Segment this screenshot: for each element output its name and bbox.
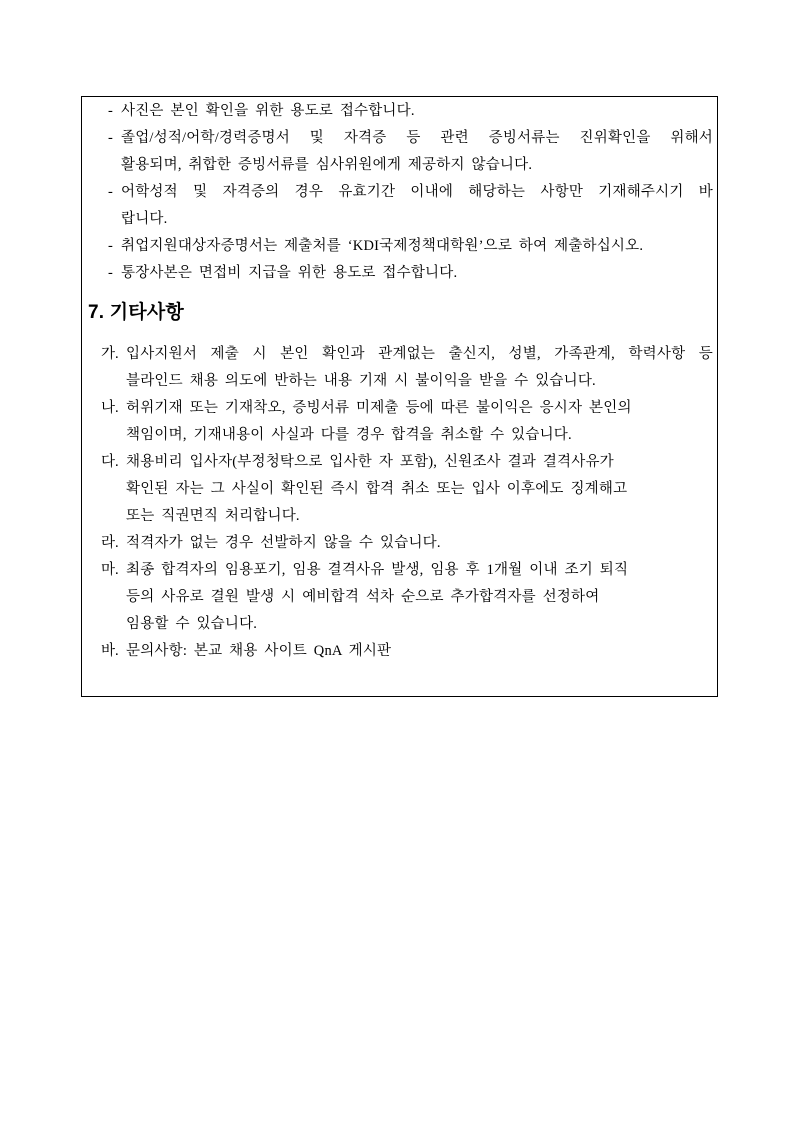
text-line: 책임이며, 기재내용이 사실과 다를 경우 합격을 취소할 수 있습니다. — [126, 427, 572, 443]
list-item-marker: - — [108, 238, 113, 254]
list-item — [82, 179, 713, 233]
list-item-marker: 나. — [101, 400, 119, 416]
text-line: 활용되며, 취합한 증빙서류를 심사위원에게 제공하지 않습니다. — [121, 157, 533, 173]
etc-items-list — [82, 341, 713, 665]
list-item-marker: 다. — [101, 454, 119, 470]
text-line: 통장사본은 면접비 지급을 위한 용도로 접수합니다. — [121, 265, 458, 281]
list-item-text — [126, 449, 713, 530]
text-line: 확인된 자는 그 사실이 확인된 즉시 합격 취소 또는 입사 이후에도 징계해고 — [126, 481, 628, 497]
text-line: 적격자가 없는 경우 선발하지 않을 수 있습니다. — [126, 535, 441, 551]
list-item-marker: 마. — [101, 562, 119, 578]
text-line: 블라인드 채용 의도에 반하는 내용 기재 시 불이익을 받을 수 있습니다. — [126, 373, 596, 389]
list-item — [82, 530, 713, 557]
list-item — [82, 341, 713, 395]
list-item-marker: 라. — [101, 535, 119, 551]
list-item-text — [126, 395, 713, 449]
text-line: 사진은 본인 확인을 위한 용도로 접수합니다. — [121, 103, 415, 119]
list-item-text — [126, 341, 713, 395]
text-line: 취업지원대상자증명서는 제출처를 ‘KDI국제정책대학원’으로 하여 제출하십시오. — [121, 238, 644, 254]
text-line: 또는 직권면직 처리합니다. — [126, 508, 300, 524]
list-item — [82, 233, 713, 260]
list-item-text — [121, 260, 713, 287]
list-item — [82, 125, 713, 179]
list-item-marker: - — [108, 184, 113, 200]
list-item — [82, 98, 713, 125]
list-item-marker: - — [108, 265, 113, 281]
list-item-text — [126, 638, 713, 665]
list-item-marker: 가. — [101, 346, 119, 362]
list-item-text — [121, 179, 713, 233]
list-item-text — [126, 530, 713, 557]
text-line: 랍니다. — [121, 211, 168, 227]
list-item-text — [121, 233, 713, 260]
list-item-marker: - — [108, 130, 113, 146]
text-line: 입사지원서 제출 시 본인 확인과 관계없는 출신지, 성별, 가족관계, 학력사항 등 — [126, 346, 713, 362]
list-item-text — [121, 125, 713, 179]
text-line: 어학성적 및 자격증의 경우 유효기간 이내에 해당하는 사항만 기재해주시기 바 — [121, 184, 713, 200]
text-line: 허위기재 또는 기재착오, 증빙서류 미제출 등에 따른 불이익은 응시자 본인의 — [126, 400, 632, 416]
list-item-marker: 바. — [101, 643, 119, 659]
list-item — [82, 449, 713, 530]
list-item — [82, 395, 713, 449]
text-line: 졸업/성적/어학/경력증명서 및 자격증 등 관련 증빙서류는 진위확인을 위해서 — [121, 130, 713, 146]
list-item — [82, 260, 713, 287]
section-7-heading: 7. 기타사항 — [88, 302, 184, 323]
list-item-text — [121, 98, 713, 125]
text-line: 최종 합격자의 임용포기, 임용 결격사유 발생, 임용 후 1개월 이내 조기 퇴직 — [126, 562, 629, 578]
submission-notes-list — [82, 98, 713, 287]
list-item-text — [126, 557, 713, 638]
text-line: 채용비리 입사자(부정청탁으로 입사한 자 포함), 신원조사 결과 결격사유가 — [126, 454, 614, 470]
list-item — [82, 557, 713, 638]
notes-and-etc-box — [81, 96, 718, 697]
text-line: 등의 사유로 결원 발생 시 예비합격 석차 순으로 추가합격자를 선정하여 — [126, 589, 600, 605]
text-line: 문의사항: 본교 채용 사이트 QnA 게시판 — [126, 643, 392, 659]
text-line: 임용할 수 있습니다. — [126, 616, 258, 632]
list-item — [82, 638, 713, 665]
list-item-marker: - — [108, 103, 113, 119]
